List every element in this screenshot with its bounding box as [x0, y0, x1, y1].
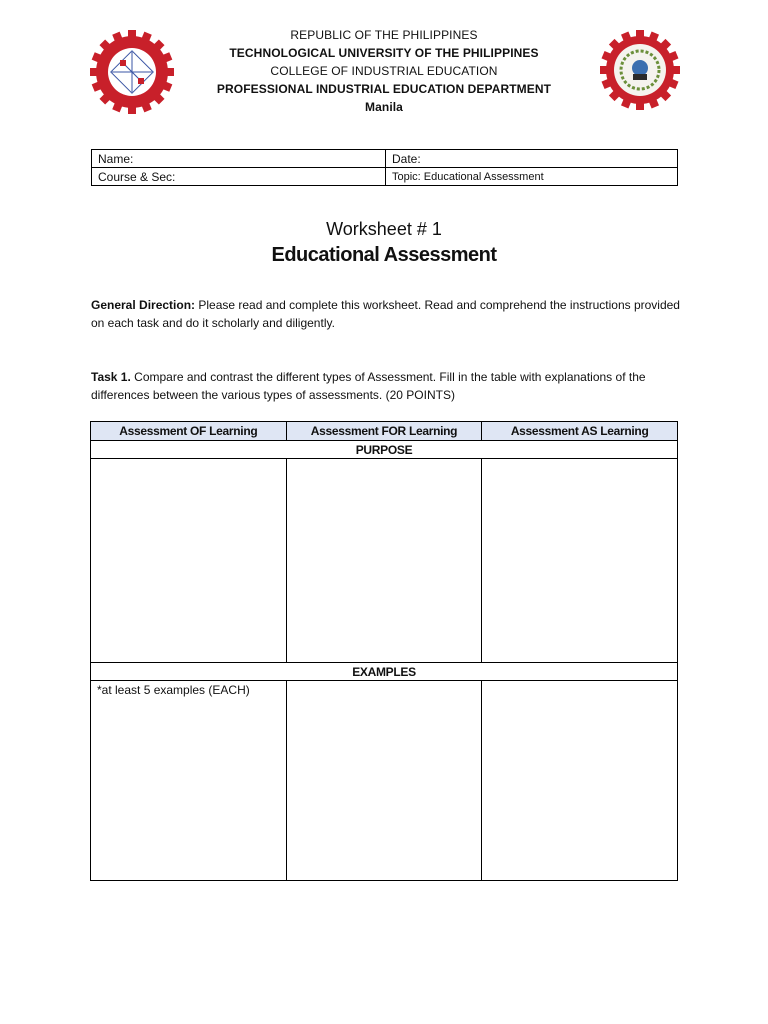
header-assessment-of-learning: Assessment OF Learning	[91, 422, 287, 441]
date-field[interactable]: Date:	[386, 150, 678, 168]
direction-text: Please read and complete this worksheet. Read and comprehend the instructions provided on each task and do it scholarly and diligently.	[91, 298, 680, 330]
examples-for-learning-cell[interactable]	[286, 681, 482, 881]
header-republic: REPUBLIC OF THE PHILIPPINES	[290, 28, 478, 42]
direction-label: General Direction:	[91, 298, 196, 312]
institution-header	[0, 26, 768, 116]
examples-note: *at least 5 examples (EACH)	[97, 683, 250, 697]
header-department: PROFESSIONAL INDUSTRIAL EDUCATION DEPARTMENT	[216, 82, 552, 96]
purpose-section-label: PURPOSE	[91, 441, 678, 459]
topic-field: Topic: Educational Assessment	[386, 168, 678, 186]
header-assessment-for-learning: Assessment FOR Learning	[286, 422, 482, 441]
examples-of-learning-cell[interactable]	[91, 681, 287, 881]
header-university: TECHNOLOGICAL UNIVERSITY OF THE PHILIPPINES	[229, 46, 539, 60]
general-direction	[91, 296, 681, 332]
assessment-comparison-table	[90, 421, 678, 881]
purpose-as-learning-cell[interactable]	[482, 459, 678, 663]
student-info-table	[91, 149, 678, 186]
task-1-label: Task 1.	[91, 370, 131, 384]
name-field[interactable]: Name:	[92, 150, 386, 168]
task-1-text: Compare and contrast the different types of Assessment. Fill in the table with explanations of the differences between the various types of assessments. (20 POINTS)	[91, 370, 646, 402]
examples-as-learning-cell[interactable]	[482, 681, 678, 881]
worksheet-number: Worksheet # 1	[326, 219, 442, 239]
header-assessment-as-learning: Assessment AS Learning	[482, 422, 678, 441]
examples-section-label: EXAMPLES	[91, 663, 678, 681]
header-city: Manila	[365, 100, 403, 114]
task-1-instructions	[91, 368, 681, 404]
course-section-field[interactable]: Course & Sec:	[92, 168, 386, 186]
purpose-for-learning-cell[interactable]	[286, 459, 482, 663]
purpose-of-learning-cell[interactable]	[91, 459, 287, 663]
worksheet-title: Educational Assessment	[271, 244, 497, 266]
header-college: COLLEGE OF INDUSTRIAL EDUCATION	[270, 64, 498, 78]
